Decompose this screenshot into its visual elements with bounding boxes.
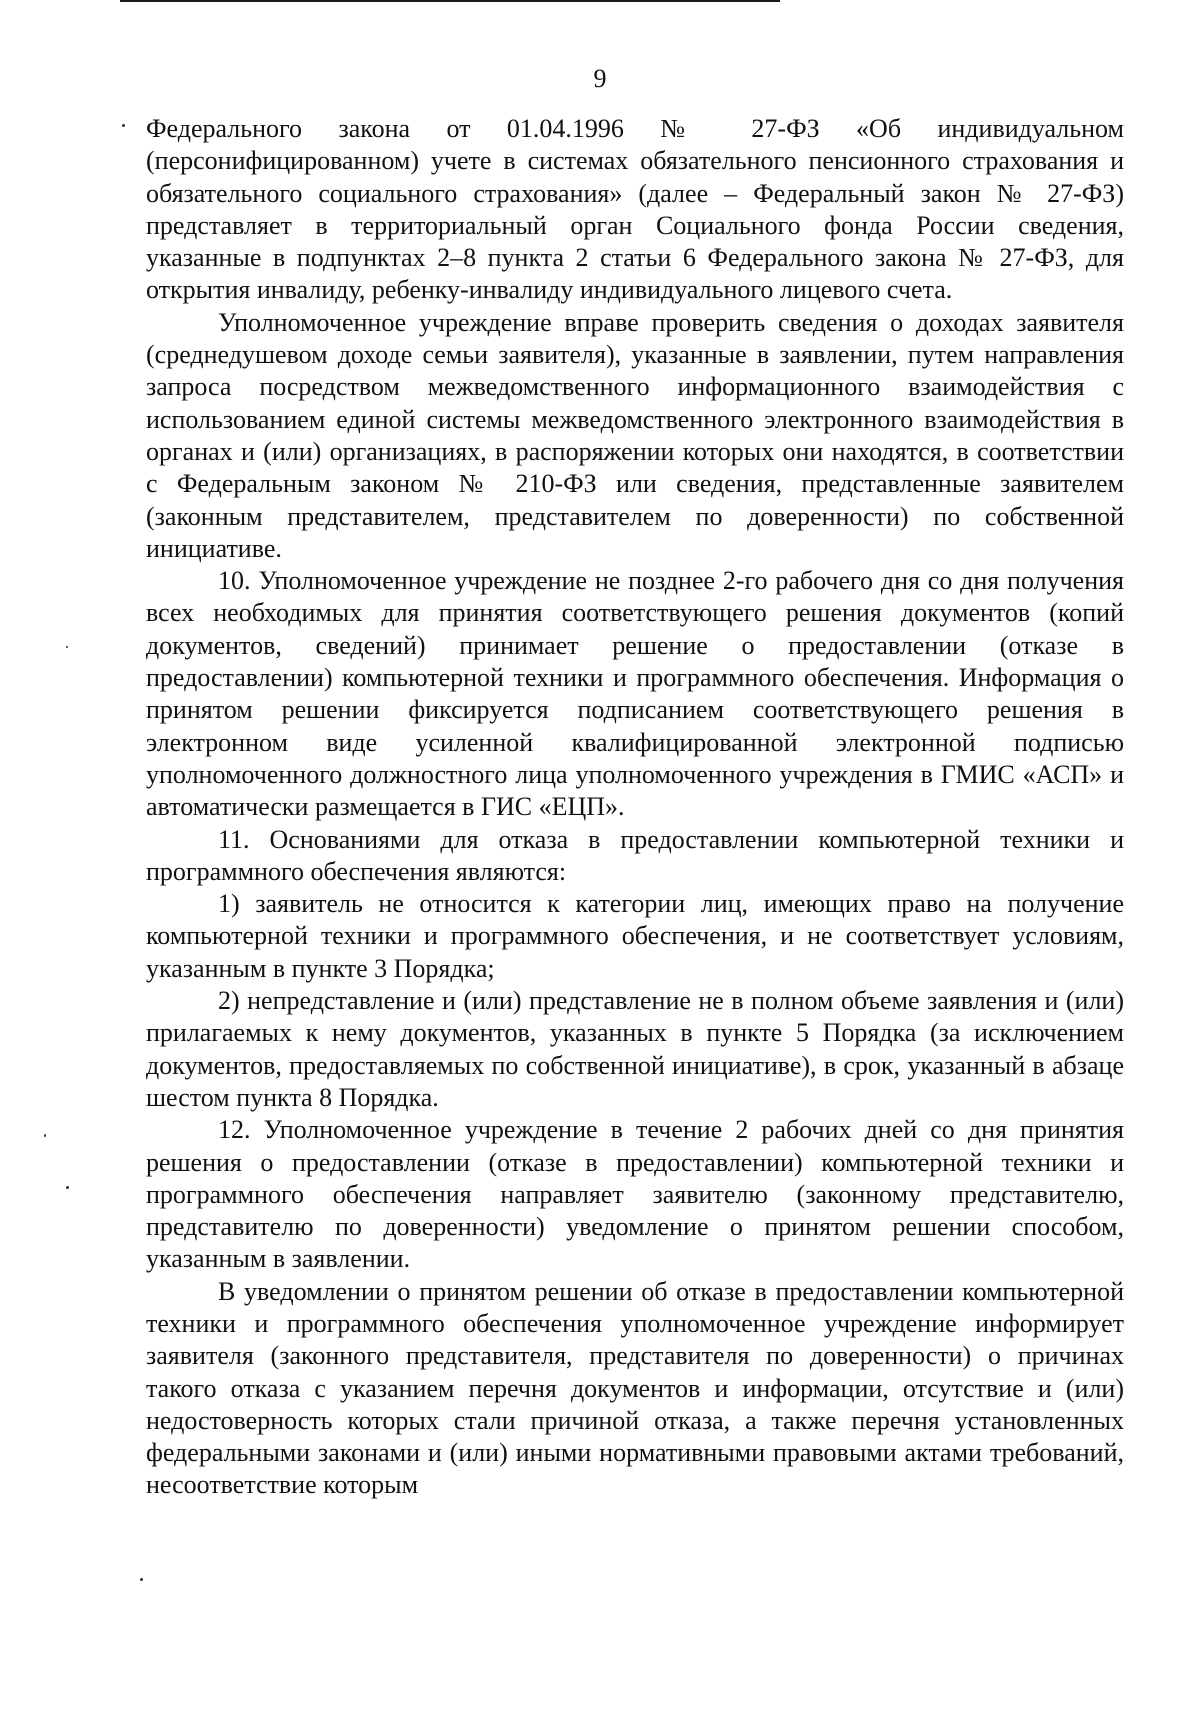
document-body — [146, 113, 1124, 1502]
scan-edge-line — [120, 0, 780, 2]
paragraph-refusal-notice: В уведомлении о принятом решении об отказе в предоставлении компьютерной техники и программного обеспечения уполномоченное учреждение информирует заявителя (законного представителя, представителя по доверенности) о причинах такого отказа с указанием перечня документов и информации, отсутствие и (или) недостоверность которых стали причиной отказа, а также перечня установленных федеральными законами и (или) иными нормативными правовыми актами требований, несоответствие которым — [146, 1276, 1124, 1500]
scan-speck — [66, 646, 68, 648]
scan-speck — [44, 1134, 46, 1137]
paragraph-item-11: 11. Основаниями для отказа в предоставлении компьютерной техники и программного обеспечения являются: — [146, 824, 1124, 886]
paragraph-item-12: 12. Уполномоченное учреждение в течение 2 рабочих дней со дня принятия решения о предоставлении (отказе в предоставлении) компьютерной техники и программного обеспечения направляет заявителю (законному представителю, представителю по доверенности) уведомление о принятом решении способом, указанным в заявлении. — [146, 1115, 1124, 1274]
scan-speck — [140, 1578, 143, 1581]
paragraph-verification: Уполномоченное учреждение вправе проверить сведения о доходах заявителя (среднедушевом доходе семьи заявителя), указанные в заявлении, путем направления запроса посредством межведомственного информационного взаимодействия с использованием единой системы межведомственного электронного взаимодействия в органах и (или) организациях, в распоряжении которых они находятся, в соответствии с Федеральным законом № 210-ФЗ или сведения, представленные заявителем (законным представителем, представителем по доверенности) по собственной инициативе. — [146, 307, 1124, 563]
paragraph-item-11-2: 2) непредставление и (или) представление не в полном объеме заявления и (или) прилагаемых к нему документов, указанных в пункте 5 Порядка (за исключением документов, предоставляемых по собственной инициативе), в срок, указанный в абзаце шестом пункта 8 Порядка. — [146, 986, 1124, 1112]
paragraph-continuation: Федерального закона от 01.04.1996 № 27-ФЗ «Об индивидуальном (персонифицированном) учете в системах обязательного пенсионного страхования и обязательного социального страхования» (далее – Федеральный закон № 27-ФЗ) представляет в территориальный орган Социального фонда России сведения, указанные в подпунктах 2–8 пункта 2 статьи 6 Федерального закона № 27-ФЗ, для открытия инвалиду, ребенку-инвалиду индивидуального лицевого счета. — [146, 114, 1124, 305]
scan-speck — [66, 1186, 69, 1189]
scan-speck — [122, 124, 125, 127]
paragraph-item-10: 10. Уполномоченное учреждение не позднее 2-го рабочего дня со дня получения всех необходимых для принятия соответствующего решения документов (копий документов, сведений) принимает решение о предоставлении (отказе в предоставлении) компьютерной техники и программного обеспечения. Информация о принятом решении фиксируется подписанием соответствующего решения в электронном виде усиленной квалифицированной электронной подписью уполномоченного должностного лица уполномоченного учреждения в ГМИС «АСП» и автоматически размещается в ГИС «ЕЦП». — [146, 566, 1124, 822]
paragraph-item-11-1: 1) заявитель не относится к категории лиц, имеющих право на получение компьютерной техники и программного обеспечения, и не соответствует условиям, указанным в пункте 3 Порядка; — [146, 889, 1124, 983]
page-number: 9 — [593, 64, 607, 93]
